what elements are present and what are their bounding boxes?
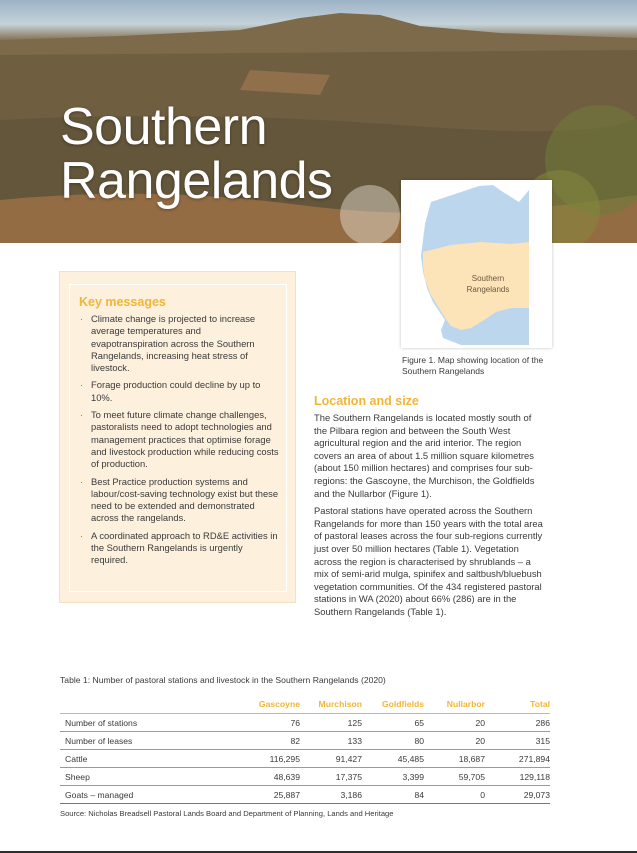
table-row-label: Cattle	[60, 750, 210, 768]
table-cell: 17,375	[300, 768, 362, 786]
table-cell: 116,295	[210, 750, 300, 768]
table-cell: 133	[300, 732, 362, 750]
table-cell: 25,887	[210, 786, 300, 804]
table-cell: 20	[424, 714, 485, 732]
location-section-title: Location and size	[314, 394, 419, 408]
wa-map-graphic	[401, 180, 552, 348]
table-header-cell: Nullarbor	[424, 695, 485, 714]
key-message-item	[80, 313, 280, 374]
table-cell: 84	[362, 786, 424, 804]
table-row-label: Goats – managed	[60, 786, 210, 804]
key-message-text: A coordinated approach to RD&E activities in the Southern Rangelands is urgently required.	[91, 529, 278, 566]
table-cell: 271,894	[485, 750, 550, 768]
bullet-icon: ·	[80, 409, 84, 421]
page-title-line2: Rangelands	[60, 152, 333, 210]
table-row	[60, 750, 550, 768]
table-cell: 59,705	[424, 768, 485, 786]
page-title	[60, 100, 333, 208]
table-cell: 91,427	[300, 750, 362, 768]
table-cell: 48,639	[210, 768, 300, 786]
table-row	[60, 786, 550, 804]
table-row-label: Number of leases	[60, 732, 210, 750]
table-cell: 20	[424, 732, 485, 750]
stations-livestock-table	[60, 695, 550, 804]
table-header-cell: Gascoyne	[210, 695, 300, 714]
bullet-icon: ·	[80, 313, 84, 324]
table-title: Table 1: Number of pastoral stations and livestock in the Southern Rangelands (2020)	[60, 675, 386, 685]
table-cell: 315	[485, 732, 550, 750]
table-cell: 3,186	[300, 786, 362, 804]
table-cell: 286	[485, 714, 550, 732]
table-cell: 129,118	[485, 768, 550, 786]
key-message-item	[80, 409, 280, 470]
location-paragraph: Pastoral stations have operated across the Southern Rangelands for more than 150 years with the total area of pastoral leases across the four sub-regions currently just over 50 million hectares (Table 1). Vegetation across the region is characterised by shrublands – a mix of semi-arid mulga, spinifex and saltbush/bluebush vegetation communities. Of the 434 registered pastoral stations in WA (2020) about 66% (286) are in the Southern Rangelands (Table 1).	[314, 505, 543, 617]
table-row	[60, 768, 550, 786]
table-header-cell: Goldfields	[362, 695, 424, 714]
table-cell: 80	[362, 732, 424, 750]
bullet-icon: ·	[80, 475, 84, 487]
map-label-line2: Rangelands	[466, 285, 510, 294]
key-messages-list	[80, 313, 280, 572]
bullet-icon: ·	[80, 529, 84, 541]
key-message-item	[80, 530, 280, 567]
key-messages-title: Key messages	[79, 295, 166, 309]
table-row-label: Number of stations	[60, 714, 210, 732]
table-header-cell: Total	[485, 695, 550, 714]
table-source-note: Source: Nicholas Breadsell Pastoral Lands Board and Department of Planning, Lands and Heritage	[60, 809, 394, 818]
bullet-icon: ·	[80, 379, 84, 391]
key-message-item	[80, 379, 280, 404]
location-body	[314, 412, 546, 624]
table-row-label: Sheep	[60, 768, 210, 786]
location-map	[401, 180, 552, 348]
table-cell: 82	[210, 732, 300, 750]
table-header-row	[60, 695, 550, 714]
key-message-text: Best Practice production systems and labour/cost-saving technology exist but these need to be extended and demonstrated across the rangelands.	[91, 475, 279, 524]
map-caption: Figure 1. Map showing location of the Southern Rangelands	[402, 355, 544, 376]
table-cell: 76	[210, 714, 300, 732]
table-cell: 45,485	[362, 750, 424, 768]
table-cell: 29,073	[485, 786, 550, 804]
key-message-text: To meet future climate change challenges, pastoralists need to adopt technologies and management practices that optimise forage and livestock production while reducing costs of production.	[91, 409, 279, 470]
page-title-line1: Southern	[60, 98, 268, 156]
table-row	[60, 714, 550, 732]
table-cell: 65	[362, 714, 424, 732]
table-cell: 125	[300, 714, 362, 732]
table-cell: 0	[424, 786, 485, 804]
map-label-line1: Southern	[471, 274, 505, 283]
table-cell: 18,687	[424, 750, 485, 768]
key-message-text: Climate change is projected to increase average temperatures and evapotranspiration across the Southern Rangelands, increasing heat stress of livestock.	[91, 313, 256, 374]
table-cell: 3,399	[362, 768, 424, 786]
table-row	[60, 732, 550, 750]
location-paragraph: The Southern Rangelands is located mostly south of the Pilbara region and between the South West agricultural region and the arid interior. The region covers an area of about 1.5 million square kilometres (about 150 million hectares) and comprises four sub-regions: the Gascoyne, the Murchison, the Goldfields and the Nullarbor (Figure 1).	[314, 412, 535, 499]
table-header-cell	[60, 695, 210, 714]
key-message-item	[80, 476, 280, 525]
key-message-text: Forage production could decline by up to 10%.	[91, 379, 261, 403]
table-header-cell: Murchison	[300, 695, 362, 714]
